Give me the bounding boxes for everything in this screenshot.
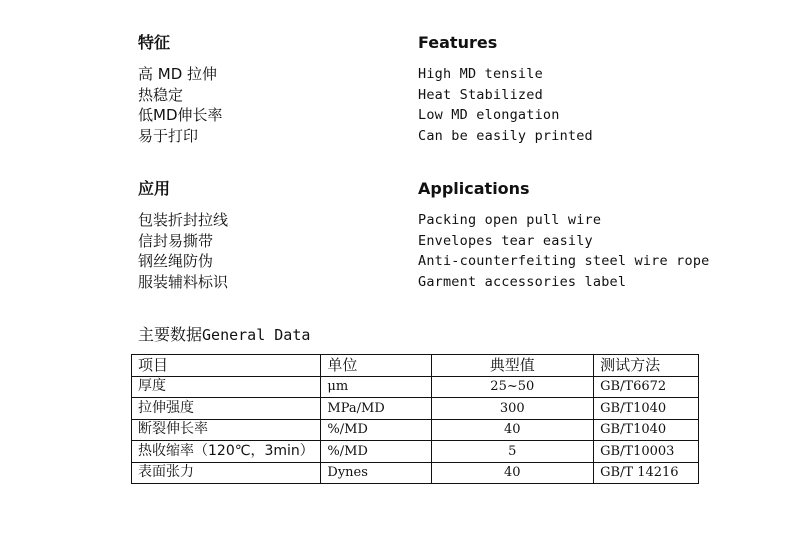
cell-method: GB/T1040 (594, 419, 699, 441)
cell-value: 40 (431, 462, 594, 484)
application-item-cn: 钢丝绳防伪 (138, 252, 214, 270)
cell-unit: Dynes (321, 462, 431, 484)
application-item-cn: 服装辅料标识 (138, 272, 229, 291)
table-row (132, 398, 699, 420)
features-heading-cn: 特征 (138, 33, 171, 52)
general-data-title (138, 325, 310, 345)
header-test-method: 测试方法 (594, 355, 699, 377)
feature-item-en: Heat Stabilized (418, 86, 543, 103)
applications-heading-cn: 应用 (138, 179, 171, 198)
table-row (132, 441, 699, 463)
features-list-cn (138, 64, 223, 146)
general-data-title-cn: 主要数据 (138, 325, 203, 344)
cell-unit: %/MD (321, 419, 431, 441)
features-heading-en: Features (418, 33, 498, 52)
cell-item: 热收缩率（120℃，3min） (132, 441, 321, 463)
applications-list-cn (138, 210, 228, 292)
features-list-en (418, 64, 593, 146)
application-item-en: Envelopes tear easily (418, 232, 593, 249)
feature-item-cn: 易于打印 (138, 126, 199, 145)
cell-item: 表面张力 (132, 462, 321, 484)
table-row (132, 462, 699, 484)
application-item-en: Packing open pull wire (418, 212, 602, 228)
feature-item-en: Low MD elongation (418, 107, 560, 123)
feature-item-cn: 低MD伸长率 (138, 106, 223, 124)
cell-method: GB/T1040 (594, 398, 699, 420)
cell-value: 300 (431, 398, 594, 420)
cell-value: 40 (431, 419, 594, 441)
cell-method: GB/T6672 (594, 376, 699, 398)
header-item: 项目 (132, 355, 321, 377)
cell-item: 断裂伸长率 (132, 419, 321, 441)
cell-method: GB/T 14216 (594, 462, 699, 484)
cell-method: GB/T10003 (594, 441, 699, 463)
cell-unit: %/MD (321, 441, 431, 463)
table-row (132, 419, 699, 441)
feature-item-en: Can be easily printed (418, 127, 593, 144)
feature-item-en: High MD tensile (418, 66, 543, 82)
table-row (132, 376, 699, 398)
applications-heading-en: Applications (418, 179, 530, 198)
application-item-cn: 包装折封拉线 (138, 211, 229, 229)
application-item-cn: 信封易撕带 (138, 231, 214, 250)
general-data-table (131, 354, 699, 484)
header-typical-value: 典型值 (431, 355, 594, 377)
applications-list-en (418, 210, 709, 292)
application-item-en: Anti-counterfeiting steel wire rope (418, 253, 710, 269)
cell-unit: μm (321, 376, 431, 398)
cell-unit: MPa/MD (321, 398, 431, 420)
general-data-title-en: General Data (202, 326, 311, 344)
cell-item: 厚度 (132, 376, 321, 398)
cell-item: 拉伸强度 (132, 398, 321, 420)
header-unit: 单位 (321, 355, 431, 377)
cell-value: 5 (431, 441, 594, 463)
feature-item-cn: 高 MD 拉伸 (138, 65, 218, 83)
table-header-row (132, 355, 699, 377)
application-item-en: Garment accessories label (418, 273, 627, 290)
feature-item-cn: 热稳定 (138, 85, 184, 104)
cell-value: 25~50 (431, 376, 594, 398)
